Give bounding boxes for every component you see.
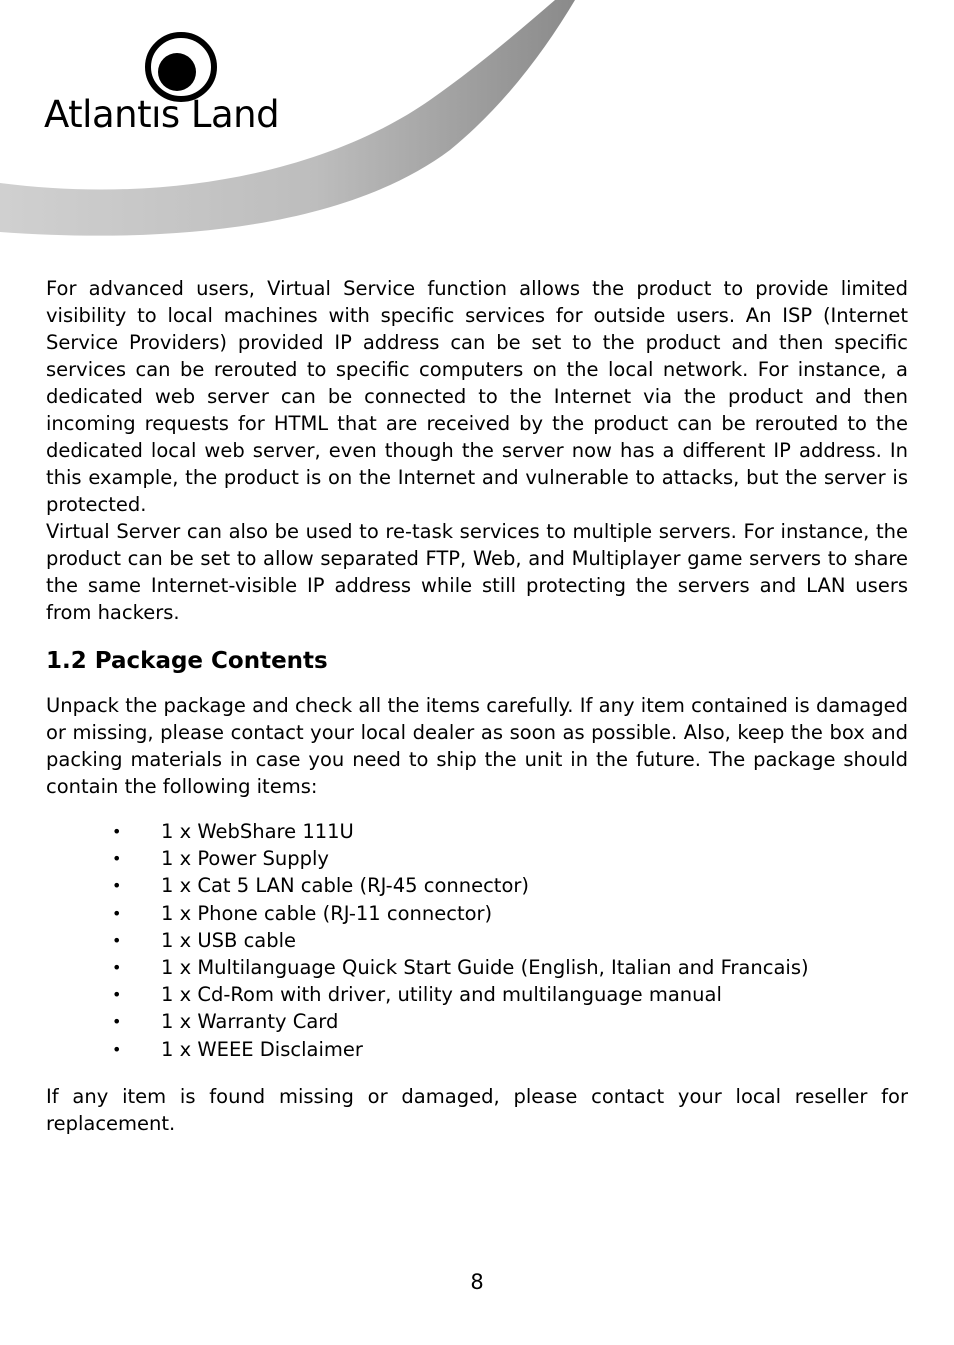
section-intro-paragraph: Unpack the package and check all the items carefully. If any item contained is damaged or missing, please contact your local dealer as soon as possible. Also, keep the box and packing materials in case you need to ship the unit in the future. The package should contain the following items: (46, 694, 908, 798)
bullet-icon: • (112, 958, 122, 978)
list-item-text: 1 x Cd-Rom with driver, utility and multilanguage manual (161, 983, 722, 1007)
logo-mark (148, 35, 214, 99)
closing-paragraph: If any item is found missing or damaged, please contact your local reseller for replacement. (46, 1084, 908, 1135)
page-number: 8 (470, 1270, 484, 1294)
bullet-icon: • (112, 930, 122, 950)
bullet-icon: • (112, 985, 122, 1005)
list-item (46, 981, 908, 1008)
section-heading: 1.2 Package Contents (46, 648, 328, 674)
list-item (46, 818, 908, 845)
bullet-icon: • (112, 876, 122, 896)
brand-logo-text: Atlantıs Land (44, 93, 280, 136)
list-item-text: 1 x Power Supply (161, 847, 329, 871)
bullet-icon: • (112, 1012, 122, 1032)
page-content (46, 275, 908, 1137)
list-item (46, 900, 908, 927)
list-item (46, 1036, 908, 1063)
list-item-text: 1 x Phone cable (RJ-11 connector) (161, 901, 493, 925)
bullet-icon: • (112, 822, 122, 841)
list-item (46, 954, 908, 981)
list-item (46, 872, 908, 899)
bullet-icon: • (112, 1039, 122, 1059)
list-item (46, 845, 908, 872)
list-item-text: 1 x Multilanguage Quick Start Guide (English, Italian and Francais) (161, 956, 809, 980)
list-item-text: 1 x Warranty Card (161, 1010, 339, 1034)
intro-paragraph-1: For advanced users, Virtual Service function allows the product to provide limited visibility to local machines with specific services for outside users. An ISP (Internet Service Providers) provided IP address can be set to the product and then specific services can be rerouted to specific computers on the local network. For instance, a dedicated web server can be connected to the Internet via the product and then incoming requests for HTML that are received by the product can be rerouted to the dedicated local web server, even though the server now has a different IP address. In this example, the product is on the Internet and vulnerable to attacks, but the server is protected. (46, 277, 908, 516)
intro-paragraph-2: Virtual Server can also be used to re-task services to multiple servers. For instance, the product can be set to allow separated FTP, Web, and Multiplayer game servers to share the same Internet-visible IP address while still protecting the servers and LAN users from hackers. (46, 520, 908, 624)
list-item (46, 1008, 908, 1035)
list-item-text: 1 x WebShare 111U (161, 820, 354, 843)
package-items-list (46, 818, 908, 1063)
bullet-icon: • (112, 849, 122, 869)
list-item-text: 1 x WEEE Disclaimer (161, 1037, 363, 1061)
list-item (46, 927, 908, 954)
list-item-text: 1 x Cat 5 LAN cable (RJ-45 connector) (161, 874, 530, 898)
list-item-text: 1 x USB cable (161, 928, 297, 952)
bullet-icon: • (112, 903, 122, 923)
